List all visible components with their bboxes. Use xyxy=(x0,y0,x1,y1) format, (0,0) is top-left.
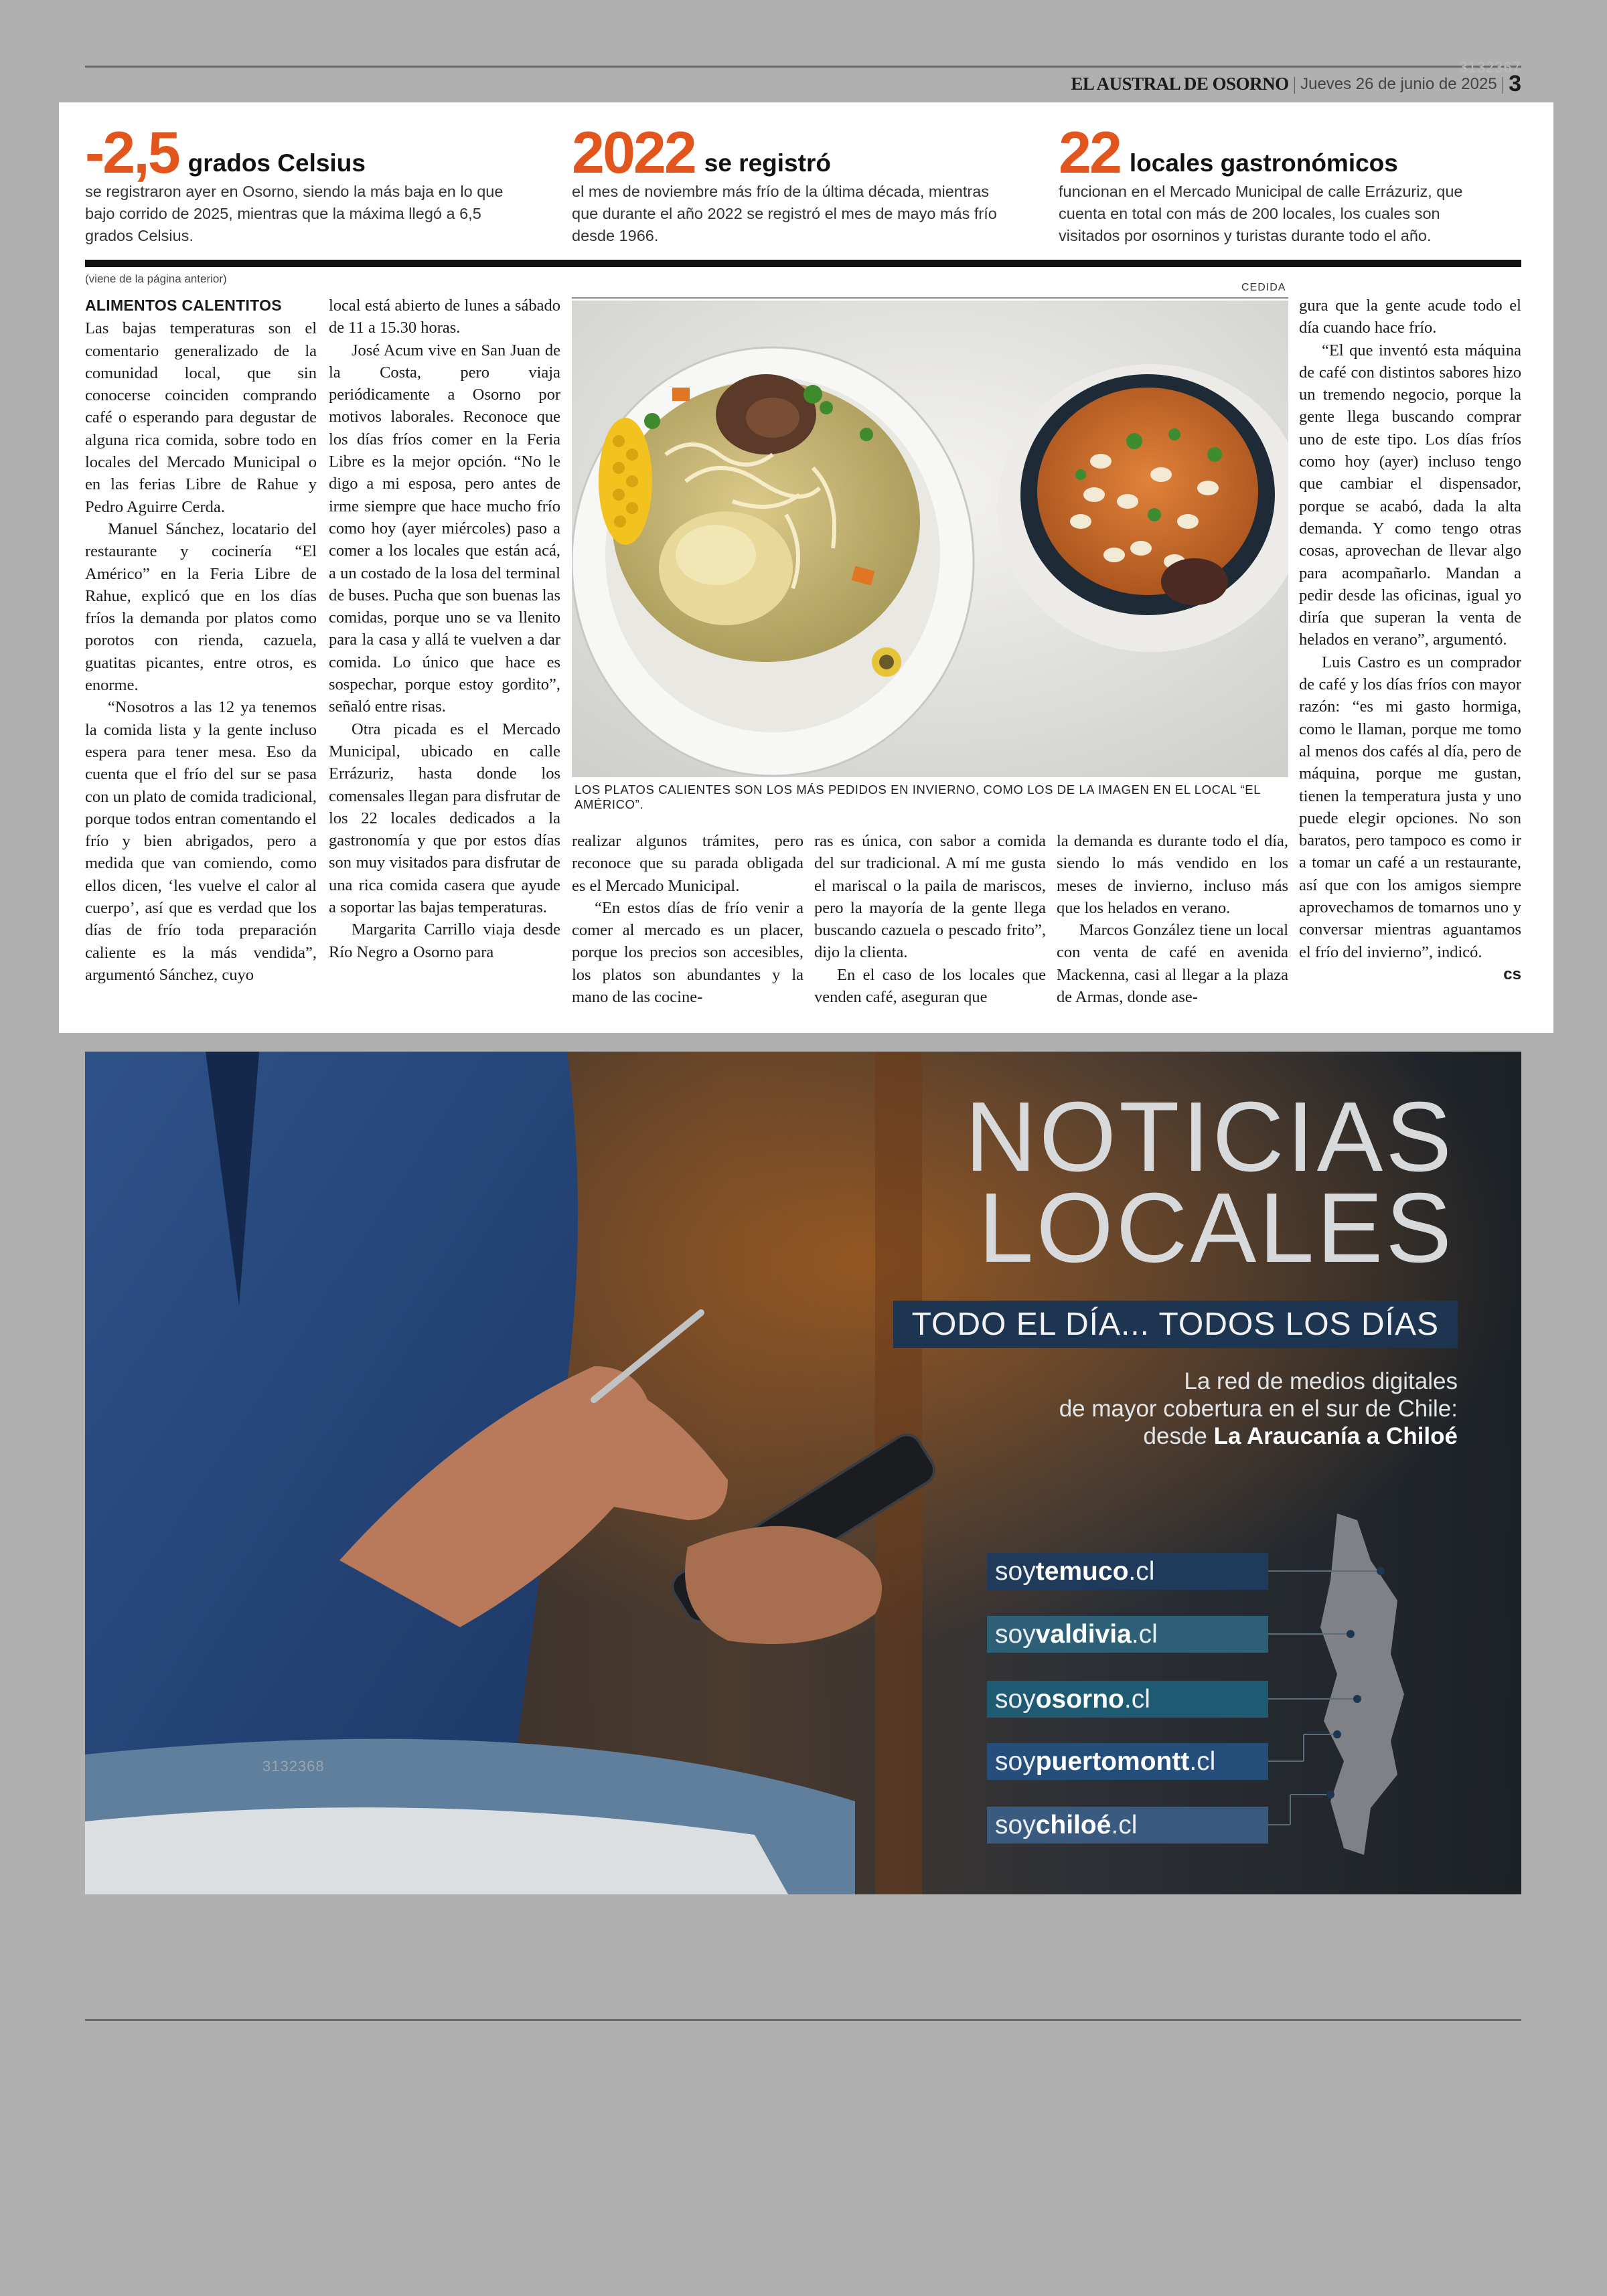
site-link-valdivia[interactable] xyxy=(987,1616,1268,1653)
article-column-2 xyxy=(329,295,560,963)
advertisement xyxy=(85,1052,1521,1894)
site-prefix: soy xyxy=(995,1557,1036,1586)
paragraph: realizar algunos trámites, pero reconoce que su parada obligada es el Mercado Municipal. xyxy=(572,832,804,895)
stat-label: locales gastronómicos xyxy=(1129,149,1398,177)
folio-separator: | xyxy=(1501,74,1505,94)
top-rule xyxy=(85,66,1521,68)
stat-box xyxy=(1059,119,1494,247)
ad-slogan: TODO EL DÍA... TODOS LOS DÍAS xyxy=(893,1301,1458,1348)
ad-tagline-region: La Araucanía a Chiloé xyxy=(1213,1423,1458,1449)
page-code: 3132367 xyxy=(1459,59,1521,76)
site-prefix: soy xyxy=(995,1620,1036,1649)
paragraph: Margarita Carrillo viaja desde Río Negro a Osorno para xyxy=(329,920,560,961)
paragraph: Otra picada es el Mercado Municipal, ubicado en calle Errázuriz, hasta donde los comensales llegan para disfrutar de los 22 locales dedicados a la gastronomía y que por estos días son muy visitados para disfrutar de una rica comida casera que ayude a soportar las bajas temperaturas. xyxy=(329,720,560,917)
stat-number: -2,5 xyxy=(85,119,179,185)
article-column-4 xyxy=(814,830,1046,1008)
site-suffix: .cl xyxy=(1111,1811,1138,1839)
ad-code: 3132368 xyxy=(262,1758,325,1775)
paragraph: Luis Castro es un comprador de café y los días fríos con mayor razón: “es mi gasto hormiga, como le llaman, porque me tomo al menos dos cafés al día, pero de máquina, porque me gustan, tienen la temperatura justa y uno puede elegir opciones. No son baratos, pero tampoco es como ir a tomar un café a un restaurante, así que con los amigos siempre aprovechamos de tomarnos uno y conversar mientras aguantamos el frío del invierno”, indicó. xyxy=(1299,653,1521,961)
site-prefix: soy xyxy=(995,1685,1036,1714)
site-link-puertomontt[interactable] xyxy=(987,1743,1268,1780)
paragraph: ras es única, con sabor a comida del sur tradicional. A mí me gusta el mariscal o la paila de mariscos, pero la mayoría de la gente llega buscando cazuela o pescado frito”, dijo la clienta. xyxy=(814,832,1046,962)
paragraph: “El que inventó esta máquina de café con distintos sabores hizo un tremendo negocio, porque la gente llega buscando comprar uno de este tipo. Los días fríos como hoy (ayer) incluso tengo que cambiar el dispensador, porque se acabó, dada la alta demanda. Y como tengo otras cosas, aprovechan de llevar algo para acompañarlo. Mandan a pedir desde las oficinas, igual yo diría que superan la venta de helados en verano”, argumentó. xyxy=(1299,341,1521,649)
ad-tagline-line: de mayor cobertura en el sur de Chile: xyxy=(1059,1396,1458,1422)
site-link-osorno[interactable] xyxy=(987,1681,1268,1718)
end-mark-icon: cs xyxy=(1503,965,1521,983)
end-mark-row xyxy=(1299,963,1521,985)
photo-caption: LOS PLATOS CALIENTES SON LOS MÁS PEDIDOS EN INVIERNO, COMO LOS DE LA IMAGEN EN EL LOCAL “EL AMÉRICO”. xyxy=(575,783,1261,811)
stat-number: 22 xyxy=(1059,119,1120,185)
site-prefix: soy xyxy=(995,1811,1036,1839)
paragraph: “En estos días de frío venir a comer al mercado es un placer, porque los precios son accesibles, los platos son abundantes y la mano de las cocine- xyxy=(572,898,804,1007)
continuation-note: (viene de la página anterior) xyxy=(85,272,227,285)
ad-tagline-line xyxy=(1059,1422,1458,1450)
paragraph: gura que la gente acude todo el día cuando hace frío. xyxy=(1299,297,1521,337)
ad-title-line: LOCALES xyxy=(978,1173,1454,1283)
stat-box xyxy=(85,119,520,247)
paragraph: local está abierto de lunes a sábado de 11 a 15.30 horas. xyxy=(329,297,560,337)
article-panel xyxy=(59,102,1553,1033)
ad-title xyxy=(965,1082,1454,1283)
paragraph: Manuel Sánchez, locatario del restaurante y cocinería “El Américo” en la Feria Libre de Rahue, explicó que en los días fríos la demanda por platos como porotos con rienda, cazuela, guatitas picantes, entre otros, es enorme. xyxy=(85,519,317,695)
stat-description: funcionan en el Mercado Municipal de calle Errázuriz, que cuenta en total con más de 200 locales, los cuales son visitados por osorninos y turistas durante todo el año. xyxy=(1059,183,1463,244)
article-column-5 xyxy=(1057,830,1288,1008)
paragraph: Marcos González tiene un local con venta de café en avenida Mackenna, casi al llegar a la plaza de Armas, donde ase- xyxy=(1057,921,1288,1007)
stat-description: el mes de noviembre más frío de la última década, mientras que durante el año 2022 se registró el mes de mayo más frío desde 1966. xyxy=(572,183,997,244)
site-name: osorno xyxy=(1035,1685,1124,1714)
stat-label: se registró xyxy=(704,149,831,177)
paragraph: José Acum vive en San Juan de la Costa, pero viaja periódicamente a Osorno por motivos laborales. Reconoce que los días fríos comer en la Feria Libre es la mejor opción. “No le digo a mi esposa, pero antes de irme siempre que hace mucho frío como hoy (ayer miércoles) paso a comer a los locales que están acá, a un costado de la losa del terminal de buses. Pucha que son buenas las comidas, porque uno se va llenito para la casa y allá te vuelven a dar comida. Lo único que hace es sospechar, porque estoy gordito”, señaló entre risas. xyxy=(329,341,560,716)
site-prefix: soy xyxy=(995,1747,1036,1776)
stat-number: 2022 xyxy=(572,119,695,185)
paragraph: Las bajas temperaturas son el comentario generalizado de la comunidad local, que sin conocerse coinciden comprando café o esperando para degustar de alguna rica comida, sobre todo en locales del Mercado Municipal o en las ferias Libre de Rahue y Pedro Aguirre Cerda. xyxy=(85,319,317,516)
publication-name: EL AUSTRAL DE OSORNO xyxy=(1071,74,1289,94)
site-suffix: .cl xyxy=(1124,1685,1150,1714)
folio-separator: | xyxy=(1292,74,1297,94)
site-name: valdivia xyxy=(1035,1620,1132,1649)
site-name: puertomontt xyxy=(1035,1747,1190,1776)
ad-tagline xyxy=(1059,1368,1458,1450)
ad-title-line: NOTICIAS xyxy=(965,1082,1454,1192)
site-name: temuco xyxy=(1035,1557,1129,1586)
stat-label: grados Celsius xyxy=(187,149,366,177)
stat-box xyxy=(572,119,1007,247)
article-column-6 xyxy=(1299,295,1521,985)
page-folio xyxy=(1071,71,1521,97)
photo-credit: CEDIDA xyxy=(1241,282,1286,293)
photo-rule xyxy=(572,297,1288,299)
food-photo xyxy=(572,301,1288,777)
article-column-1 xyxy=(85,295,317,986)
publication-date: Jueves 26 de junio de 2025 xyxy=(1300,74,1497,93)
ad-tagline-line: La red de medios digitales xyxy=(1184,1368,1458,1394)
site-name: chiloé xyxy=(1035,1811,1112,1839)
site-suffix: .cl xyxy=(1131,1620,1158,1649)
site-suffix: .cl xyxy=(1189,1747,1216,1776)
section-subhead: ALIMENTOS CALENTITOS xyxy=(85,297,282,314)
paragraph: En el caso de los locales que venden café, aseguran que xyxy=(814,965,1046,1007)
stat-description: se registraron ayer en Osorno, siendo la más baja en lo que bajo corrido de 2025, mientras que la máxima llegó a 6,5 grados Celsius. xyxy=(85,183,504,244)
site-link-chiloe[interactable] xyxy=(987,1807,1268,1843)
ad-tagline-prefix: desde xyxy=(1143,1423,1214,1449)
section-divider xyxy=(85,260,1521,267)
site-link-temuco[interactable] xyxy=(987,1553,1268,1590)
paragraph: “Nosotros a las 12 ya tenemos la comida lista y la gente incluso espera para tener mesa. Eso da cuenta que el frío del sur se pasa con un plato de comida tradicional, porque todos entran comentando el frío y bien abrigados, pero a medida que van comiendo, como ellos dicen, ‘les vuelve el calor al cuerpo’, así que es verdad que los días de frío toda preparación caliente es la más vendida”, argumentó Sánchez, cuyo xyxy=(85,698,317,984)
article-column-3 xyxy=(572,830,804,1008)
page-number: 3 xyxy=(1509,71,1521,96)
paragraph: la demanda es durante todo el día, siendo lo más vendido en los meses de invierno, incluso más que los helados en verano. xyxy=(1057,832,1288,917)
site-suffix: .cl xyxy=(1128,1557,1155,1586)
bottom-rule xyxy=(85,2019,1521,2021)
